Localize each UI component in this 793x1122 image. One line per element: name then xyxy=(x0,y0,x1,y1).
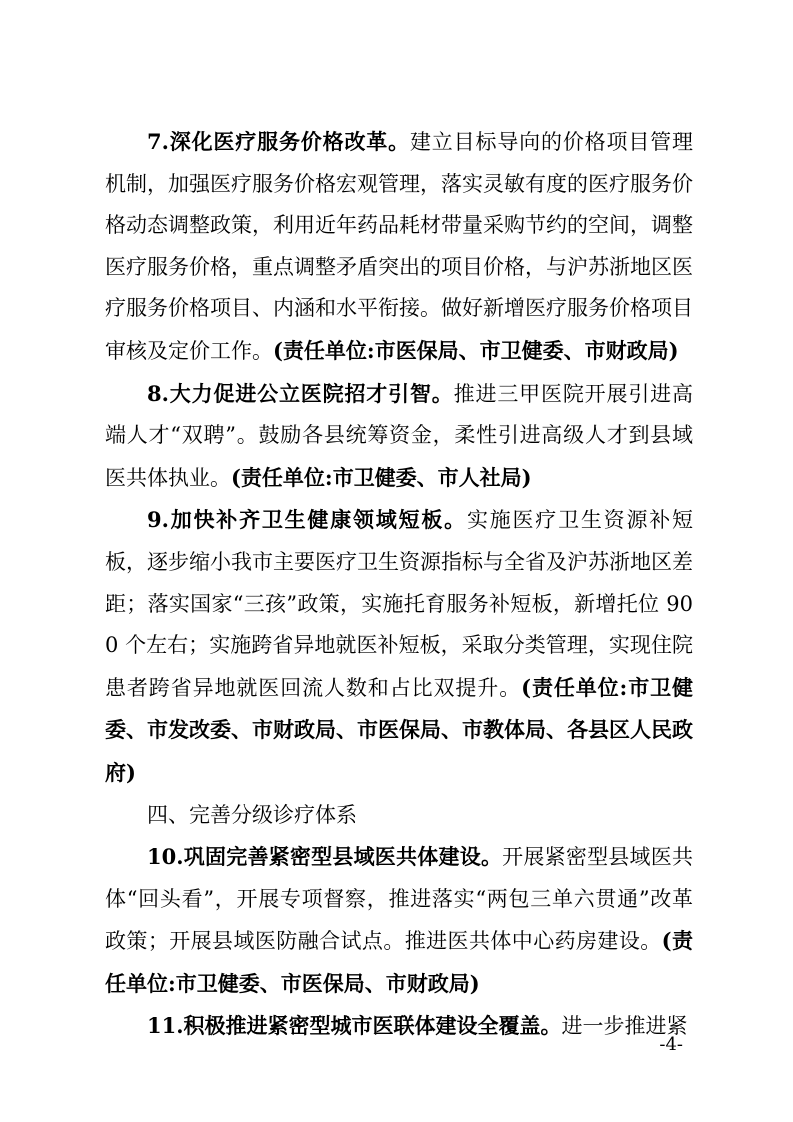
paragraph-11 xyxy=(105,1005,693,1048)
paragraph-10 xyxy=(105,836,693,1005)
paragraph-7-body: 建立目标导向的价格项目管理机制，加强医疗服务价格宏观管理，落实灵敏有度的医疗服务价格动态调整政策，利用近年药品耗材带量采购节约的空间，调整医疗服务价格，重点调整矛盾突出的项目价格，与沪苏浙地区医疗服务价格项目、内涵和水平衔接。做好新增医疗服务价格项目审核及定价工作。 xyxy=(105,130,694,363)
paragraph-8-responsibility: (责任单位:市卫健委、市人社局) xyxy=(231,464,532,490)
paragraph-10-body: 开展紧密型县域医共体“回头看”，开展专项督察，推进落实“两包三单六贯通”改革政策；开展县域医防融合试点。推进医共体中心药房建设。 xyxy=(105,845,693,954)
paragraph-9-responsibility: (责任单位:市卫健委、市发改委、市财政局、市医保局、市教体局、各县区人民政府) xyxy=(105,674,694,785)
document-body xyxy=(105,121,693,1048)
paragraph-9-body: 实施医疗卫生资源补短板，逐步缩小我市主要医疗卫生资源指标与全省及沪苏浙地区差距；落实国家“三孩”政策，实施托育服务补短板，新增托位 900 个左右；实施跨省异地就医补短板，采取分类管理，实现住院患者跨省异地就医回流人数和占比双提升。 xyxy=(105,508,694,700)
paragraph-7 xyxy=(105,121,693,373)
section-heading-4: 四、完善分级诊疗体系 xyxy=(147,802,357,827)
paragraph-7-responsibility: (责任单位:市医保局、市卫健委、市财政局) xyxy=(273,337,679,363)
paragraph-8-body: 推进三甲医院开展引进高端人才“双聘”。鼓励各县统筹资金，柔性引进高级人才到县域医共体执业。 xyxy=(105,381,694,490)
paragraph-11-body: 进一步推进紧 xyxy=(561,1014,688,1039)
paragraph-8 xyxy=(105,373,693,500)
paragraph-10-lead: 10.巩固完善紧密型县域医共体建设。 xyxy=(147,844,503,870)
paragraph-9-lead: 9.加快补齐卫生健康领域短板。 xyxy=(147,507,467,533)
page-number: -4- xyxy=(659,1034,683,1055)
paragraph-11-lead: 11.积极推进紧密型城市医联体建设全覆盖。 xyxy=(147,1013,562,1039)
paragraph-10-responsibility: (责任单位:市卫健委、市医保局、市财政局) xyxy=(105,928,694,996)
paragraph-7-lead: 7.深化医疗服务价格改革。 xyxy=(147,129,410,154)
paragraph-9 xyxy=(105,499,693,794)
paragraph-8-lead: 8.大力促进公立医院招才引智。 xyxy=(147,380,454,406)
